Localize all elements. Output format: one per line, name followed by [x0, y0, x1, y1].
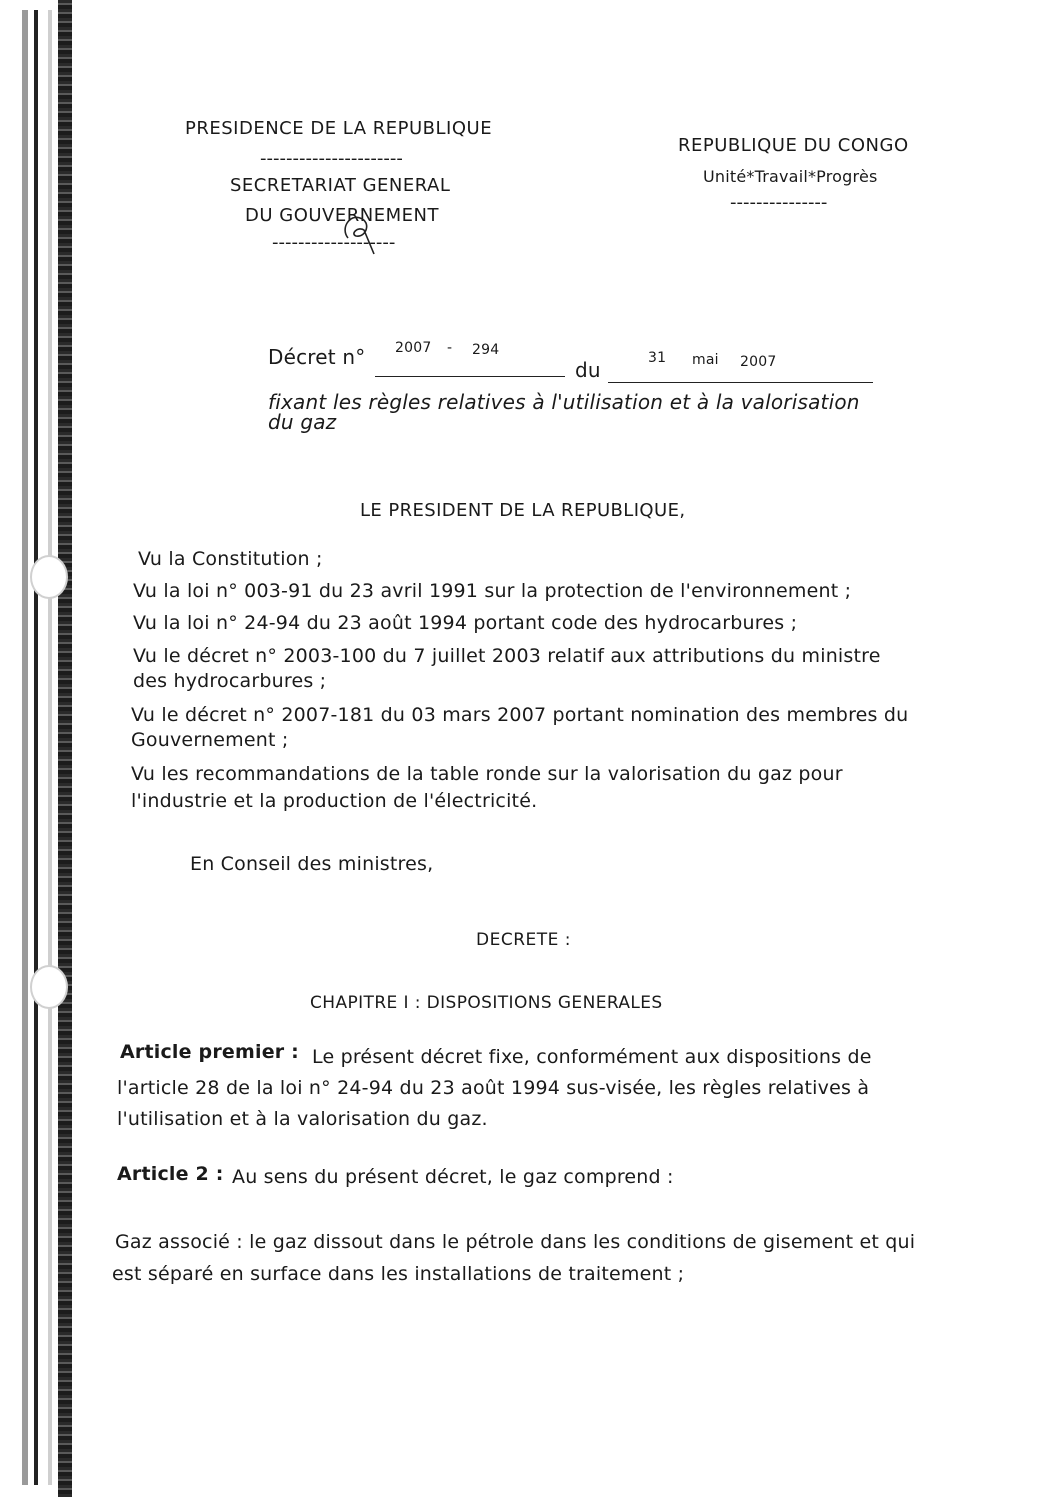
chapter-heading: CHAPITRE I : DISPOSITIONS GENERALES — [310, 993, 663, 1013]
header-presidence: PRESIDENCE DE LA REPUBLIQUE — [185, 118, 493, 139]
decree-date-day: 31 — [648, 350, 667, 366]
article1-line3: l'utilisation et à la valorisation du gaz. — [117, 1108, 488, 1130]
vu-loi-24-94: Vu la loi n° 24-94 du 23 août 1994 portant code des hydrocarbures ; — [133, 612, 798, 634]
vu-decret-2007-181-cont: Gouvernement ; — [131, 729, 289, 751]
decree-subject-line1: fixant les règles relatives à l'utilisation et à la valorisation — [268, 390, 860, 414]
header-gouvernement: DU GOUVERNEMENT — [245, 205, 439, 226]
vu-decret-2003-100: Vu le décret n° 2003-100 du 7 juillet 2003 relatif aux attributions du ministre — [133, 645, 881, 667]
decree-date-line — [608, 382, 873, 383]
punch-hole-bottom — [30, 965, 68, 1009]
article1-line2: l'article 28 de la loi n° 24-94 du 23 août 1994 sus-visée, les règles relatives à — [117, 1077, 870, 1099]
vu-recommandations-cont: l'industrie et la production de l'électricité. — [131, 790, 538, 812]
gaz-associe-line2: est séparé en surface dans les installations de traitement ; — [112, 1263, 685, 1285]
handwritten-mark-icon — [338, 208, 388, 258]
decree-number-line — [375, 376, 565, 377]
vu-decret-2007-181: Vu le décret n° 2007-181 du 03 mars 2007 portant nomination des membres du — [131, 704, 909, 726]
article2-text: Au sens du présent décret, le gaz comprend : — [232, 1166, 674, 1188]
header-republique-congo: REPUBLIQUE DU CONGO — [678, 135, 909, 156]
punch-hole-top — [30, 555, 68, 599]
binding-strip — [0, 0, 80, 1497]
header-left-dash1: ---------------------- — [260, 148, 403, 169]
header-motto: Unité*Travail*Progrès — [703, 167, 878, 186]
decree-date-year: 2007 — [740, 354, 777, 370]
decree-number-part2: 294 — [472, 342, 500, 358]
header-left-dash2: ------------------- — [272, 232, 396, 253]
decree-date-month: mai — [692, 352, 719, 368]
article1-line1: Le présent décret fixe, conformément aux dispositions de — [312, 1046, 872, 1068]
article1-label: Article premier : — [120, 1041, 299, 1063]
vu-loi-003-91: Vu la loi n° 003-91 du 23 avril 1991 sur la protection de l'environnement ; — [133, 580, 852, 602]
vu-recommandations: Vu les recommandations de la table ronde sur la valorisation du gaz pour — [131, 763, 843, 785]
decree-number-part1: 2007 — [395, 340, 432, 356]
decree-du: du — [575, 358, 601, 382]
gaz-associe-line1: Gaz associé : le gaz dissout dans le pétrole dans les conditions de gisement et qui — [115, 1231, 916, 1253]
decree-number-sep: - — [447, 340, 453, 356]
decree-label: Décret n° — [268, 345, 366, 369]
decree-subject-line2: du gaz — [268, 410, 337, 434]
header-right-dash: --------------- — [730, 192, 828, 213]
conseil-des-ministres: En Conseil des ministres, — [190, 853, 434, 875]
article2-label: Article 2 : — [117, 1163, 224, 1185]
vu-decret-2003-100-cont: des hydrocarbures ; — [133, 670, 327, 692]
president-title: LE PRESIDENT DE LA REPUBLIQUE, — [360, 500, 686, 521]
vu-constitution: Vu la Constitution ; — [138, 548, 323, 570]
decrete-heading: DECRETE : — [476, 930, 572, 950]
header-secretariat: SECRETARIAT GENERAL — [230, 175, 451, 196]
